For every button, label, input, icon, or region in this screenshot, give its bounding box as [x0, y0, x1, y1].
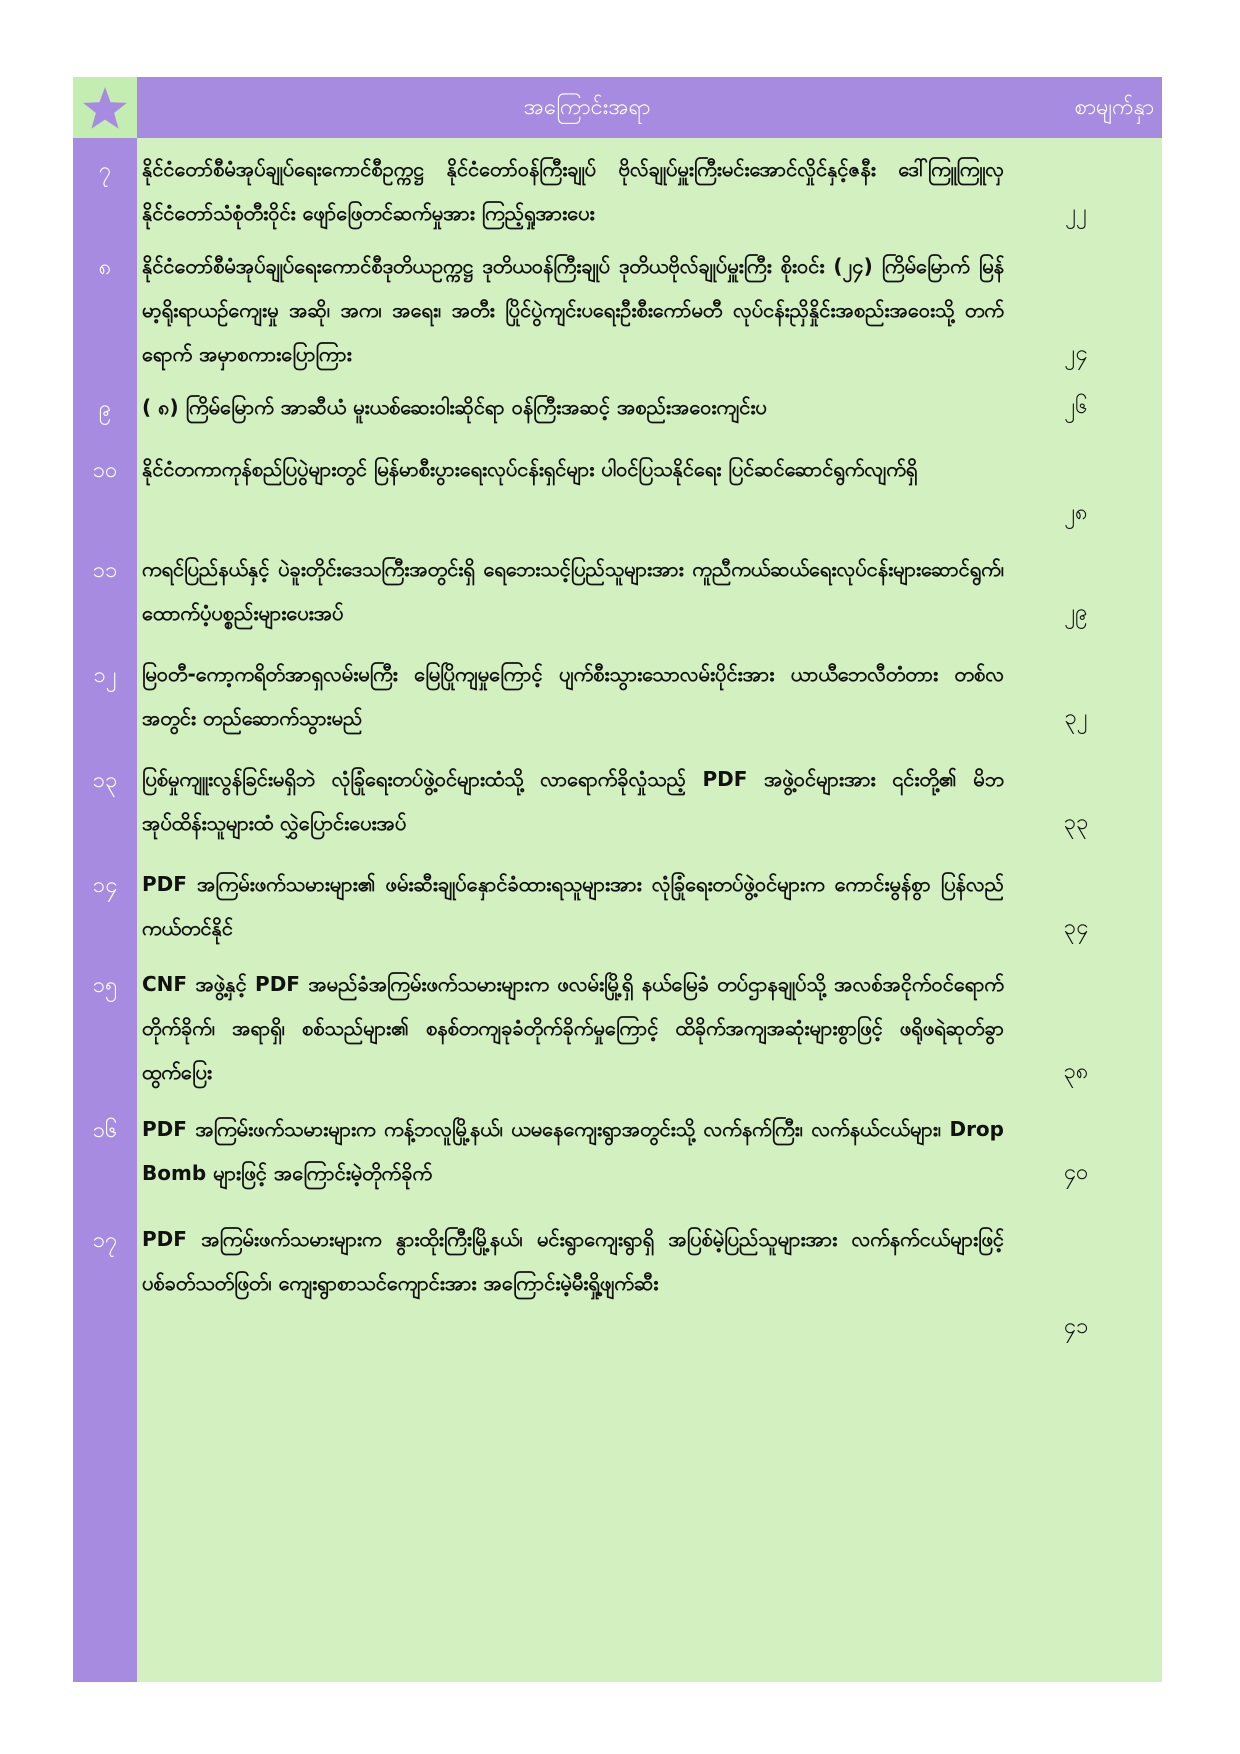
- entry-title: PDF အကြမ်းဖက်သမားများ၏ ဖမ်းဆီးချုပ်နှောင်ခံထားရသူများအား လုံခြုံရေးတပ်ဖွဲ့ဝင်များက ကောင်းမွန်စွာ ပြန်လည်ကယ်တင်နိုင်: [142, 872, 1004, 940]
- entry-title: ပြစ်မှုကျူးလွန်ခြင်းမရှိဘဲ လုံခြုံရေးတပ်ဖွဲ့ဝင်များထံသို့ လာရောက်ခိုလှုံသည့် PDF အဖွဲ့ဝင်များအား ၎င်းတို့၏ မိဘအုပ်ထိန်းသူများထံ လွှဲပြောင်းပေးအပ်: [142, 767, 1004, 835]
- entry-number: ၁၆: [92, 1118, 118, 1143]
- toc-entry[interactable]: [73, 547, 1162, 635]
- toc-entry[interactable]: [73, 1217, 1162, 1349]
- entry-page-number: ၃၂: [1064, 705, 1088, 730]
- entry-page-number: ၂၄: [1064, 341, 1088, 366]
- entry-title: မြဝတီ-ကော့ကရိတ်အာရှလမ်းမကြီး မြေပြိုကျမှုကြောင့် ပျက်စီးသွားသောလမ်းပိုင်းအား ယာယီဘေလီတံတား တစ်လအတွင်း တည်ဆောက်သွားမည်: [142, 662, 1004, 730]
- toc-entry[interactable]: [73, 962, 1162, 1094]
- entry-page-number: ၂၆: [1064, 394, 1088, 419]
- entry-page-number: ၃၃: [1063, 810, 1089, 835]
- star-icon: [81, 84, 129, 132]
- star-cell: [73, 77, 137, 138]
- entry-page-number: ၄၁: [1063, 1314, 1089, 1339]
- toc-entry[interactable]: [73, 652, 1162, 740]
- entry-title: ( ၈) ကြိမ်မြောက် အာဆီယံ မူးယစ်ဆေးဝါးဆိုင်ရာ ဝန်ကြီးအဆင့် အစည်းအဝေးကျင်းပ: [142, 395, 767, 419]
- entry-number: ၁၄: [92, 873, 118, 898]
- entry-number: ၁၀: [92, 458, 118, 483]
- entry-page-number: ၂၈: [1064, 500, 1088, 525]
- toc-header-page-label: စာမျက်နှာ: [1074, 95, 1154, 120]
- entry-title: နိုင်ငံတကာကုန်စည်ပြပွဲများတွင် မြန်မာစီးပွားရေးလုပ်ငန်းရှင်များ ပါဝင်ပြသနိုင်ရေး ပြင်ဆင်ဆောင်ရွက်လျက်ရှိ: [142, 457, 918, 481]
- entry-page-number: ၄၀: [1063, 1160, 1089, 1185]
- entry-page-number: ၃၈: [1063, 1059, 1089, 1084]
- toc-entry[interactable]: [73, 757, 1162, 845]
- entry-title: PDF အကြမ်းဖက်သမားများက နွားထိုးကြီးမြို့နယ်၊ မင်းရွာကျေးရွာရှိ အပြစ်မဲ့ပြည်သူများအား လက်နက်ငယ်များဖြင့် ပစ်ခတ်သတ်ဖြတ်၊ ကျေးရွာစာသင်ကျောင်းအား အကြောင်းမဲ့မီးရှို့ဖျက်ဆီး: [142, 1227, 1004, 1295]
- entry-title: CNF အဖွဲ့နှင့် PDF အမည်ခံအကြမ်းဖက်သမားများက ဖလမ်းမြို့ရှိ နယ်မြေခံ တပ်ဌာနချုပ်သို့ အလစ်အငိုက်ဝင်ရောက်တိုက်ခိုက်၊ အရာရှိ၊ စစ်သည်များ၏ စနစ်တကျခုခံတိုက်ခိုက်မှုကြောင့် ထိခိုက်အကျအဆုံးများစွာဖြင့် ဖရိုဖရဲဆုတ်ခွာထွက်ပြေး: [142, 972, 1004, 1084]
- entry-number: ၁၇: [92, 1228, 118, 1253]
- entry-title: နိုင်ငံတော်စီမံအုပ်ချုပ်ရေးကောင်စီဥက္ကဋ္ဌ နိုင်ငံတော်ဝန်ကြီးချုပ် ဗိုလ်ချုပ်မှူးကြီးမင်းအောင်လှိုင်နှင့်ဇနီး ဒေါ်ကြူကြူလှ နိုင်ငံတော်သံစုံတီးဝိုင်း ဖျော်ဖြေတင်ဆက်မှုအား ကြည့်ရှုအားပေး: [142, 157, 1004, 225]
- entry-number: ၁၂: [93, 663, 117, 688]
- toc-header: [137, 77, 1162, 138]
- entry-page-number: ၂၂: [1065, 200, 1087, 225]
- entry-number: ၁၅: [92, 973, 118, 998]
- entry-title: PDF အကြမ်းဖက်သမားများက ကန့်ဘလူမြို့နယ်၊ ယမနေကျေးရွာအတွင်းသို့ လက်နက်ကြီး၊ လက်နယ်ငယ်များ၊ Drop Bomb များဖြင့် အကြောင်းမဲ့တိုက်ခိုက်: [142, 1117, 1004, 1185]
- entry-title: နိုင်ငံတော်စီမံအုပ်ချုပ်ရေးကောင်စီဒုတိယဥက္ကဋ္ဌ ဒုတိယဝန်ကြီးချုပ် ဒုတိယဗိုလ်ချုပ်မှူးကြီး စိုးဝင်း (၂၄) ကြိမ်မြောက် မြန်မာ့ရိုးရာယဉ်ကျေးမှု အဆို၊ အက၊ အရေး၊ အတီး ပြိုင်ပွဲကျင်းပရေးဦးစီးကော်မတီ လုပ်ငန်းညှိနှိုင်းအစည်းအဝေးသို့ တက်ရောက် အမှာစကားပြောကြား: [142, 254, 1004, 366]
- entry-number: ၉: [98, 396, 112, 421]
- toc-entry[interactable]: [73, 385, 1162, 429]
- toc-entry[interactable]: [73, 244, 1162, 376]
- toc-entry[interactable]: [73, 862, 1162, 950]
- entry-page-number: ၂၉: [1064, 600, 1088, 625]
- toc-entry[interactable]: [73, 1107, 1162, 1195]
- entry-number: ၈: [98, 255, 112, 280]
- toc-header-title: အကြောင်းအရာ: [523, 95, 651, 120]
- entry-number: ၁၁: [92, 558, 118, 583]
- toc-entry[interactable]: [73, 447, 1162, 535]
- entry-page-number: ၃၄: [1063, 915, 1089, 940]
- entry-number: ၁၃: [92, 768, 118, 793]
- table-of-contents: [73, 77, 1162, 1682]
- entry-title: ကရင်ပြည်နယ်နှင့် ပဲခူးတိုင်းဒေသကြီးအတွင်းရှိ ရေဘေးသင့်ပြည်သူများအား ကူညီကယ်ဆယ်ရေးလုပ်ငန်းများဆောင်ရွက်၊ ထောက်ပံ့ပစ္စည်းများပေးအပ်: [142, 557, 1004, 625]
- entry-number: ၇: [98, 158, 112, 183]
- toc-entry[interactable]: [73, 147, 1162, 235]
